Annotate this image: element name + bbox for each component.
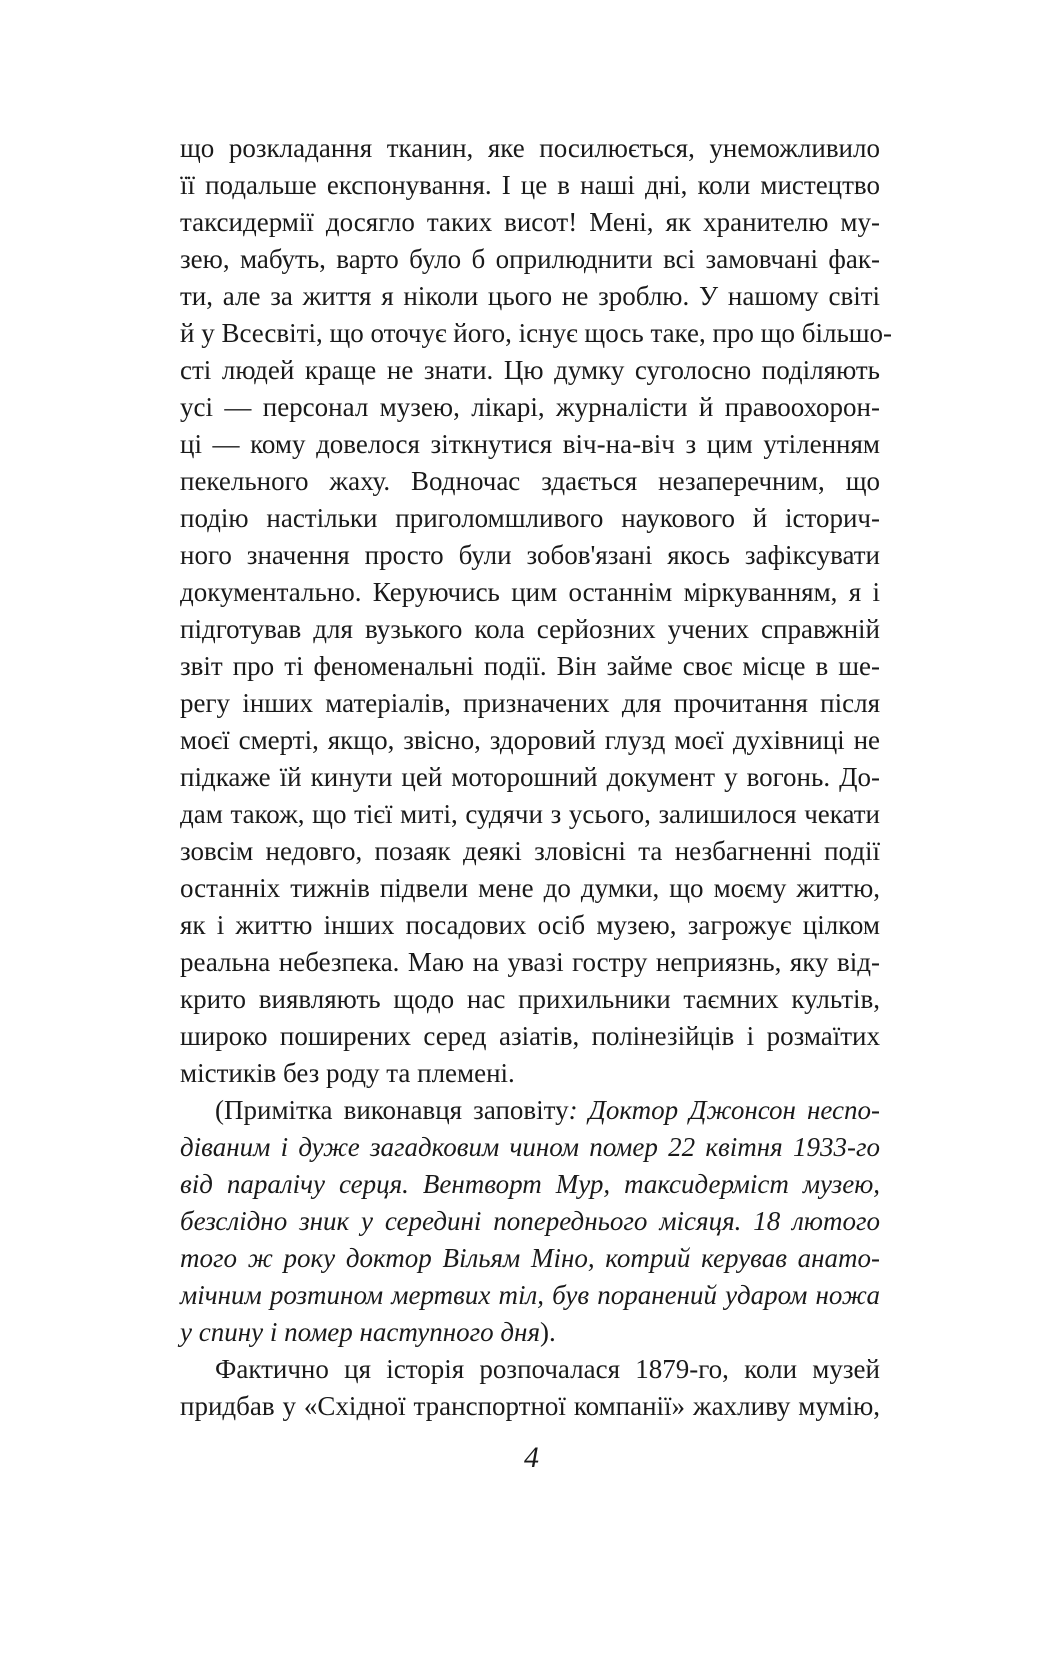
text-line: зовсім недовго, позаяк деякі зловісні та незбагненні події <box>180 836 880 866</box>
text-line: Фактично ця історія розпочалася 1879-го, коли музей <box>215 1354 880 1384</box>
text-line: ти, але за життя я ніколи цього не зроблю. У нашому світі <box>180 281 880 311</box>
note-close: ). <box>540 1317 556 1347</box>
text-line: ного значення просто були зобов'язані якось зафіксувати <box>180 540 880 570</box>
text-line: підкаже їй кинути цей моторошний документ у вогонь. До- <box>180 762 880 792</box>
note-colon: : <box>568 1095 578 1125</box>
text-line: крито виявляють щодо нас прихильники таємних культів, <box>180 984 880 1014</box>
text-line: подію настільки приголомшливого наукового й історич- <box>180 503 880 533</box>
note-italic-text: у спину і помер наступного дня <box>180 1317 541 1347</box>
note-line: безслідно зник у середині попереднього місяця. 18 лютого <box>180 1206 880 1236</box>
text-line: широко поширених серед азіатів, полінезійців і розмаїтих <box>180 1021 880 1051</box>
text-line: сті людей краще не знати. Цю думку суголосно поділяють <box>180 355 880 385</box>
note-first-line <box>215 1092 880 1129</box>
text-line: дам також, що тієї миті, судячи з усього, залишилося чекати <box>180 799 880 829</box>
text-line: ці — кому довелося зіткнутися віч-на-віч з цим утіленням <box>180 429 880 459</box>
text-line: зею, мабуть, варто було б оприлюднити всі замовчані фак- <box>180 244 880 274</box>
note-line: того ж року доктор Вільям Міно, котрий керував анато- <box>180 1243 880 1273</box>
note-line: діваним і дуже загадковим чином помер 22 квітня 1933-го <box>180 1132 880 1162</box>
text-line: підготував для вузького кола серйозних учених справжній <box>180 614 880 644</box>
text-line: регу інших матеріалів, призначених для прочитання після <box>180 688 880 718</box>
text-line: моєї смерті, якщо, звісно, здоровий глузд моєї духівниці не <box>180 725 880 755</box>
text-line: реальна небезпека. Маю на увазі гостру неприязнь, яку від- <box>180 947 880 977</box>
text-line: її подальше експонування. І це в наші дні, коли мистецтво <box>180 170 880 200</box>
text-line: усі — персонал музею, лікарі, журналісти й правоохорон- <box>180 392 880 422</box>
text-line: документально. Керуючись цим останнім міркуванням, я і <box>180 577 880 607</box>
text-line: що розкладання тканин, яке посилюється, унеможливило <box>180 133 880 163</box>
text-line: придбав у «Східної транспортної компанії» жахливу мумію, <box>180 1391 880 1421</box>
text-line: таксидермії досягло таких висот! Мені, як хранителю му- <box>180 207 880 237</box>
text-line: містиків без роду та племені. <box>180 1058 515 1088</box>
text-line: як і життю інших посадових осіб музею, загрожує цілком <box>180 910 880 940</box>
note-last-line <box>180 1314 880 1351</box>
note-lead: (Примітка виконавця заповіту <box>215 1095 569 1125</box>
note-italic-text: Доктор Джонсон неспо- <box>577 1095 881 1125</box>
note-line: від паралічу серця. Вентворт Мур, таксидерміст музею, <box>180 1169 880 1199</box>
text-line: останніх тижнів підвели мене до думки, що моєму життю, <box>180 873 880 903</box>
text-line: й у Всесвіті, що оточує його, існує щось таке, про що більшо- <box>180 318 893 348</box>
page-number: 4 <box>524 1441 539 1474</box>
text-line: звіт про ті феноменальні події. Він займе своє місце в ше- <box>180 651 880 681</box>
note-line: мічним розтином мертвих тіл, був поранений ударом ножа <box>180 1280 880 1310</box>
text-line: пекельного жаху. Водночас здається незаперечним, що <box>180 466 880 496</box>
